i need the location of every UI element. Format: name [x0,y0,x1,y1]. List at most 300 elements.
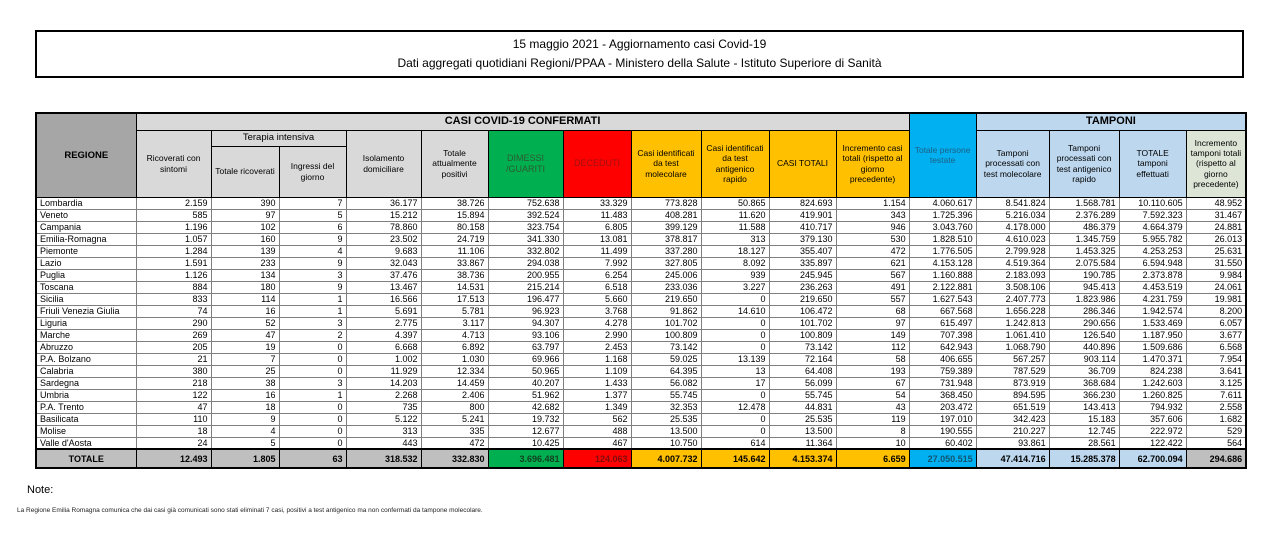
cell-tamponi_molecolare: 3.508.106 [976,281,1049,293]
cell-incremento_casi: 58 [836,353,909,365]
cell-isolamento: 14.203 [346,377,421,389]
cell-totale_ricoverati: 16 [211,389,279,401]
cell-incremento_tamponi: 7.611 [1186,389,1246,401]
column-header-deceduti: DECEDUTI [563,130,631,197]
cell-deceduti: 2.453 [563,341,631,353]
cell-persone_testate: 642.943 [909,341,976,353]
table-header [36,113,1246,197]
cell-totale_ricoverati: 233 [211,257,279,269]
column-header-totale-ricoverati: Totale ricoverati [211,146,279,197]
cell-deceduti: 13.081 [563,233,631,245]
cell-attualmente_positivi: 38.736 [421,269,488,281]
cell-casi_antigenico: 0 [701,293,769,305]
cell-incremento_tamponi: 6.568 [1186,341,1246,353]
total-cell-incremento_tamponi: 294.686 [1186,449,1246,468]
cell-attualmente_positivi: 800 [421,401,488,413]
cell-tamponi_molecolare: 787.529 [976,365,1049,377]
cell-persone_testate: 731.948 [909,377,976,389]
cell-tamponi_totale: 6.594.948 [1119,257,1186,269]
region-name: Sardegna [36,377,136,389]
cell-totale_ricoverati: 139 [211,245,279,257]
cell-ingressi_giorno: 5 [279,209,346,221]
cell-incremento_casi: 621 [836,257,909,269]
cell-tamponi_antigenico: 486.379 [1049,221,1119,233]
cell-isolamento: 78.860 [346,221,421,233]
cell-isolamento: 23.502 [346,233,421,245]
cell-tamponi_antigenico: 28.561 [1049,437,1119,449]
cell-tamponi_totale: 122.422 [1119,437,1186,449]
cell-isolamento: 443 [346,437,421,449]
cell-attualmente_positivi: 15.894 [421,209,488,221]
cell-ingressi_giorno: 3 [279,317,346,329]
cell-casi_totali: 73.142 [769,341,836,353]
region-name: Molise [36,425,136,437]
cell-casi_antigenico: 18.127 [701,245,769,257]
cell-persone_testate: 368.450 [909,389,976,401]
cell-attualmente_positivi: 2.406 [421,389,488,401]
column-header-incremento-tamponi: Incremento tamponi totali (rispetto al giorno precedente) [1186,130,1246,197]
column-header-tamponi-totale: TOTALE tamponi effettuati [1119,130,1186,197]
region-name: Sicilia [36,293,136,305]
table-row [36,281,1246,293]
cell-casi_molecolare: 64.395 [631,365,701,377]
table-row [36,401,1246,413]
cell-tamponi_antigenico: 945.413 [1049,281,1119,293]
cell-ricoverati: 833 [136,293,211,305]
cell-dimessi: 42.682 [488,401,563,413]
cell-casi_antigenico: 313 [701,233,769,245]
cell-tamponi_antigenico: 440.896 [1049,341,1119,353]
cell-ingressi_giorno: 0 [279,341,346,353]
cell-casi_antigenico: 0 [701,425,769,437]
cell-casi_molecolare: 245.006 [631,269,701,281]
cell-deceduti: 5.660 [563,293,631,305]
cell-totale_ricoverati: 4 [211,425,279,437]
cell-dimessi: 332.802 [488,245,563,257]
cell-tamponi_molecolare: 567.257 [976,353,1049,365]
cell-dimessi: 341.330 [488,233,563,245]
cell-attualmente_positivi: 6.892 [421,341,488,353]
cell-incremento_tamponi: 25.631 [1186,245,1246,257]
region-name: Marche [36,329,136,341]
cell-incremento_tamponi: 8.200 [1186,305,1246,317]
cell-tamponi_molecolare: 210.227 [976,425,1049,437]
region-name: Campania [36,221,136,233]
cell-tamponi_totale: 357.606 [1119,413,1186,425]
cell-tamponi_molecolare: 342.423 [976,413,1049,425]
total-cell-tamponi_antigenico: 15.285.378 [1049,449,1119,468]
cell-persone_testate: 190.555 [909,425,976,437]
group-header-casi-confermati: CASI COVID-19 CONFERMATI [136,113,909,130]
cell-persone_testate: 667.568 [909,305,976,317]
cell-incremento_tamponi: 3.641 [1186,365,1246,377]
region-name: Toscana [36,281,136,293]
cell-casi_molecolare: 91.862 [631,305,701,317]
cell-deceduti: 6.254 [563,269,631,281]
cell-casi_molecolare: 25.535 [631,413,701,425]
cell-casi_antigenico: 939 [701,269,769,281]
cell-casi_totali: 236.263 [769,281,836,293]
cell-tamponi_molecolare: 1.242.813 [976,317,1049,329]
cell-tamponi_molecolare: 2.799.928 [976,245,1049,257]
cell-persone_testate: 1.627.543 [909,293,976,305]
covid-table [35,112,1247,469]
cell-casi_molecolare: 59.025 [631,353,701,365]
cell-dimessi: 323.754 [488,221,563,233]
cell-casi_totali: 419.901 [769,209,836,221]
cell-casi_antigenico: 13 [701,365,769,377]
cell-isolamento: 735 [346,401,421,413]
cell-incremento_casi: 149 [836,329,909,341]
cell-deceduti: 488 [563,425,631,437]
cell-isolamento: 2.268 [346,389,421,401]
cell-isolamento: 2.775 [346,317,421,329]
cell-attualmente_positivi: 38.726 [421,197,488,209]
column-header-attualmente-positivi: Totale attualmente positivi [421,130,488,197]
cell-casi_molecolare: 55.745 [631,389,701,401]
cell-attualmente_positivi: 472 [421,437,488,449]
cell-ricoverati: 1.591 [136,257,211,269]
cell-dimessi: 69.966 [488,353,563,365]
cell-tamponi_antigenico: 368.684 [1049,377,1119,389]
cell-tamponi_antigenico: 126.540 [1049,329,1119,341]
cell-totale_ricoverati: 102 [211,221,279,233]
cell-tamponi_antigenico: 36.709 [1049,365,1119,377]
cell-totale_ricoverati: 9 [211,413,279,425]
cell-tamponi_antigenico: 1.823.986 [1049,293,1119,305]
cell-ingressi_giorno: 9 [279,257,346,269]
cell-persone_testate: 197.010 [909,413,976,425]
cell-casi_totali: 219.650 [769,293,836,305]
cell-tamponi_totale: 1.942.574 [1119,305,1186,317]
cell-casi_totali: 106.472 [769,305,836,317]
cell-casi_totali: 55.745 [769,389,836,401]
total-cell-dimessi: 3.696.481 [488,449,563,468]
cell-deceduti: 1.349 [563,401,631,413]
cell-persone_testate: 759.389 [909,365,976,377]
cell-dimessi: 392.524 [488,209,563,221]
cell-ingressi_giorno: 3 [279,269,346,281]
region-name: Lazio [36,257,136,269]
total-cell-casi_antigenico: 145.642 [701,449,769,468]
cell-incremento_casi: 97 [836,317,909,329]
cell-persone_testate: 3.043.760 [909,221,976,233]
cell-dimessi: 752.638 [488,197,563,209]
cell-ricoverati: 290 [136,317,211,329]
cell-casi_antigenico: 8.092 [701,257,769,269]
cell-tamponi_totale: 1.533.469 [1119,317,1186,329]
cell-casi_molecolare: 219.650 [631,293,701,305]
cell-casi_totali: 410.717 [769,221,836,233]
cell-casi_antigenico: 0 [701,341,769,353]
total-cell-incremento_casi: 6.659 [836,449,909,468]
cell-casi_antigenico: 0 [701,413,769,425]
cell-persone_testate: 2.122.881 [909,281,976,293]
cell-isolamento: 37.476 [346,269,421,281]
cell-isolamento: 313 [346,425,421,437]
cell-incremento_tamponi: 6.057 [1186,317,1246,329]
cell-totale_ricoverati: 19 [211,341,279,353]
cell-totale_ricoverati: 97 [211,209,279,221]
cell-casi_molecolare: 73.142 [631,341,701,353]
cell-deceduti: 1.433 [563,377,631,389]
cell-persone_testate: 4.153.128 [909,257,976,269]
group-header-tamponi: TAMPONI [976,113,1246,130]
cell-casi_molecolare: 337.280 [631,245,701,257]
cell-casi_molecolare: 101.702 [631,317,701,329]
cell-deceduti: 11.499 [563,245,631,257]
cell-casi_totali: 379.130 [769,233,836,245]
cell-totale_ricoverati: 18 [211,401,279,413]
cell-incremento_tamponi: 24.881 [1186,221,1246,233]
table-row [36,305,1246,317]
cell-incremento_casi: 557 [836,293,909,305]
group-header-terapia-intensiva: Terapia intensiva [211,130,346,146]
cell-deceduti: 467 [563,437,631,449]
cell-tamponi_antigenico: 2.075.584 [1049,257,1119,269]
cell-attualmente_positivi: 11.106 [421,245,488,257]
cell-casi_totali: 44.831 [769,401,836,413]
cell-incremento_tamponi: 48.952 [1186,197,1246,209]
cell-ingressi_giorno: 0 [279,365,346,377]
cell-casi_totali: 25.535 [769,413,836,425]
cell-ricoverati: 21 [136,353,211,365]
cell-tamponi_totale: 10.110.605 [1119,197,1186,209]
cell-tamponi_antigenico: 286.346 [1049,305,1119,317]
cell-tamponi_molecolare: 873.919 [976,377,1049,389]
total-cell-tamponi_molecolare: 47.414.716 [976,449,1049,468]
cell-incremento_tamponi: 31.467 [1186,209,1246,221]
table-row [36,317,1246,329]
cell-dimessi: 19.732 [488,413,563,425]
cell-persone_testate: 203.472 [909,401,976,413]
cell-ingressi_giorno: 7 [279,197,346,209]
cell-incremento_tamponi: 24.061 [1186,281,1246,293]
cell-casi_totali: 355.407 [769,245,836,257]
table-body [36,197,1246,468]
cell-tamponi_totale: 2.373.878 [1119,269,1186,281]
cell-casi_antigenico: 13.139 [701,353,769,365]
region-name: Liguria [36,317,136,329]
cell-deceduti: 1.377 [563,389,631,401]
column-header-casi-antigenico: Casi identificati da test antigenico rapido [701,130,769,197]
column-header-ingressi-giorno: Ingressi del giorno [279,146,346,197]
cell-casi_totali: 100.809 [769,329,836,341]
cell-incremento_casi: 567 [836,269,909,281]
cell-tamponi_molecolare: 651.519 [976,401,1049,413]
cell-tamponi_totale: 1.242.603 [1119,377,1186,389]
cell-persone_testate: 615.497 [909,317,976,329]
cell-tamponi_totale: 4.664.379 [1119,221,1186,233]
region-name: Abruzzo [36,341,136,353]
cell-ricoverati: 110 [136,413,211,425]
cell-casi_totali: 13.500 [769,425,836,437]
cell-ingressi_giorno: 9 [279,281,346,293]
total-cell-tamponi_totale: 62.700.094 [1119,449,1186,468]
cell-deceduti: 562 [563,413,631,425]
cell-ricoverati: 1.284 [136,245,211,257]
cell-incremento_casi: 10 [836,437,909,449]
notes-label: Note: [27,484,54,496]
cell-incremento_casi: 193 [836,365,909,377]
total-cell-casi_molecolare: 4.007.732 [631,449,701,468]
cell-tamponi_totale: 7.592.323 [1119,209,1186,221]
cell-isolamento: 16.566 [346,293,421,305]
cell-incremento_casi: 119 [836,413,909,425]
table-row [36,221,1246,233]
cell-casi_antigenico: 0 [701,317,769,329]
cell-incremento_tamponi: 31.550 [1186,257,1246,269]
cell-ricoverati: 1.057 [136,233,211,245]
cell-casi_totali: 335.897 [769,257,836,269]
cell-ricoverati: 74 [136,305,211,317]
cell-incremento_casi: 946 [836,221,909,233]
table-row [36,329,1246,341]
cell-isolamento: 9.683 [346,245,421,257]
cell-incremento_casi: 491 [836,281,909,293]
column-header-dimessi-guariti: DIMESSI /GUARITI [488,130,563,197]
table-row [36,293,1246,305]
cell-attualmente_positivi: 335 [421,425,488,437]
table-row [36,377,1246,389]
column-header-tamponi-molecolare: Tamponi processati con test molecolare [976,130,1049,197]
cell-tamponi_molecolare: 4.178.000 [976,221,1049,233]
cell-tamponi_totale: 1.260.825 [1119,389,1186,401]
cell-tamponi_antigenico: 1.453.325 [1049,245,1119,257]
table-row [36,365,1246,377]
cell-isolamento: 11.929 [346,365,421,377]
cell-tamponi_molecolare: 93.861 [976,437,1049,449]
cell-incremento_tamponi: 7.954 [1186,353,1246,365]
table-row [36,233,1246,245]
cell-totale_ricoverati: 390 [211,197,279,209]
cell-isolamento: 5.691 [346,305,421,317]
cell-attualmente_positivi: 14.459 [421,377,488,389]
cell-ingressi_giorno: 0 [279,437,346,449]
cell-dimessi: 94.307 [488,317,563,329]
cell-tamponi_molecolare: 8.541.824 [976,197,1049,209]
cell-casi_molecolare: 13.500 [631,425,701,437]
table-row [36,245,1246,257]
total-row [36,449,1246,468]
cell-casi_antigenico: 3.227 [701,281,769,293]
cell-tamponi_molecolare: 4.519.364 [976,257,1049,269]
cell-tamponi_totale: 1.509.686 [1119,341,1186,353]
cell-casi_totali: 824.693 [769,197,836,209]
cell-ingressi_giorno: 1 [279,305,346,317]
region-name: Valle d'Aosta [36,437,136,449]
cell-totale_ricoverati: 160 [211,233,279,245]
cell-attualmente_positivi: 4.713 [421,329,488,341]
cell-tamponi_antigenico: 15.183 [1049,413,1119,425]
cell-dimessi: 12.677 [488,425,563,437]
cell-dimessi: 93.106 [488,329,563,341]
cell-dimessi: 294.038 [488,257,563,269]
table-row [36,413,1246,425]
cell-incremento_casi: 1.154 [836,197,909,209]
cell-persone_testate: 1.776.505 [909,245,976,257]
cell-casi_molecolare: 408.281 [631,209,701,221]
cell-casi_molecolare: 100.809 [631,329,701,341]
region-name: Umbria [36,389,136,401]
cell-tamponi_molecolare: 2.183.093 [976,269,1049,281]
cell-dimessi: 96.923 [488,305,563,317]
cell-tamponi_totale: 794.932 [1119,401,1186,413]
table-row [36,209,1246,221]
cell-persone_testate: 60.402 [909,437,976,449]
report-header [35,30,1244,78]
report-subtitle: Dati aggregati quotidiani Regioni/PPAA - Ministero della Salute - Istituto Superiore di Sanità [397,56,882,70]
cell-isolamento: 36.177 [346,197,421,209]
cell-casi_totali: 64.408 [769,365,836,377]
total-cell-deceduti: 124.063 [563,449,631,468]
cell-attualmente_positivi: 5.781 [421,305,488,317]
cell-ingressi_giorno: 1 [279,389,346,401]
cell-attualmente_positivi: 3.117 [421,317,488,329]
cell-casi_totali: 245.945 [769,269,836,281]
cell-tamponi_molecolare: 2.407.773 [976,293,1049,305]
cell-casi_molecolare: 378.817 [631,233,701,245]
cell-deceduti: 1.168 [563,353,631,365]
region-name: Calabria [36,365,136,377]
cell-incremento_casi: 8 [836,425,909,437]
cell-tamponi_totale: 824.238 [1119,365,1186,377]
cell-totale_ricoverati: 134 [211,269,279,281]
cell-persone_testate: 406.655 [909,353,976,365]
cell-deceduti: 11.483 [563,209,631,221]
column-header-incremento-casi: Incremento casi totali (rispetto al giorno precedente) [836,130,909,197]
cell-ingressi_giorno: 6 [279,221,346,233]
table-row [36,269,1246,281]
cell-ricoverati: 47 [136,401,211,413]
cell-casi_antigenico: 0 [701,389,769,401]
cell-ingressi_giorno: 3 [279,377,346,389]
cell-ingressi_giorno: 0 [279,401,346,413]
cell-ingressi_giorno: 2 [279,329,346,341]
cell-ingressi_giorno: 9 [279,233,346,245]
cell-persone_testate: 1.725.396 [909,209,976,221]
cell-isolamento: 4.397 [346,329,421,341]
cell-tamponi_antigenico: 12.745 [1049,425,1119,437]
cell-deceduti: 4.278 [563,317,631,329]
region-name: Puglia [36,269,136,281]
column-header-persone-testate: Totale persone testate [909,113,976,197]
cell-totale_ricoverati: 47 [211,329,279,341]
cell-casi_antigenico: 614 [701,437,769,449]
cell-totale_ricoverati: 38 [211,377,279,389]
cell-casi_molecolare: 399.129 [631,221,701,233]
region-name: P.A. Trento [36,401,136,413]
region-name: Emilia-Romagna [36,233,136,245]
cell-tamponi_totale: 4.253.253 [1119,245,1186,257]
cell-incremento_tamponi: 529 [1186,425,1246,437]
cell-tamponi_molecolare: 4.610.023 [976,233,1049,245]
cell-isolamento: 6.668 [346,341,421,353]
table-row [36,437,1246,449]
cell-ingressi_giorno: 0 [279,425,346,437]
cell-attualmente_positivi: 5.241 [421,413,488,425]
table-row [36,389,1246,401]
cell-tamponi_totale: 1.187.950 [1119,329,1186,341]
cell-incremento_casi: 472 [836,245,909,257]
cell-tamponi_antigenico: 143.413 [1049,401,1119,413]
report-title: 15 maggio 2021 - Aggiornamento casi Covid-19 [512,37,767,51]
cell-dimessi: 215.214 [488,281,563,293]
cell-incremento_tamponi: 26.013 [1186,233,1246,245]
cell-incremento_casi: 68 [836,305,909,317]
cell-ricoverati: 122 [136,389,211,401]
cell-deceduti: 6.518 [563,281,631,293]
